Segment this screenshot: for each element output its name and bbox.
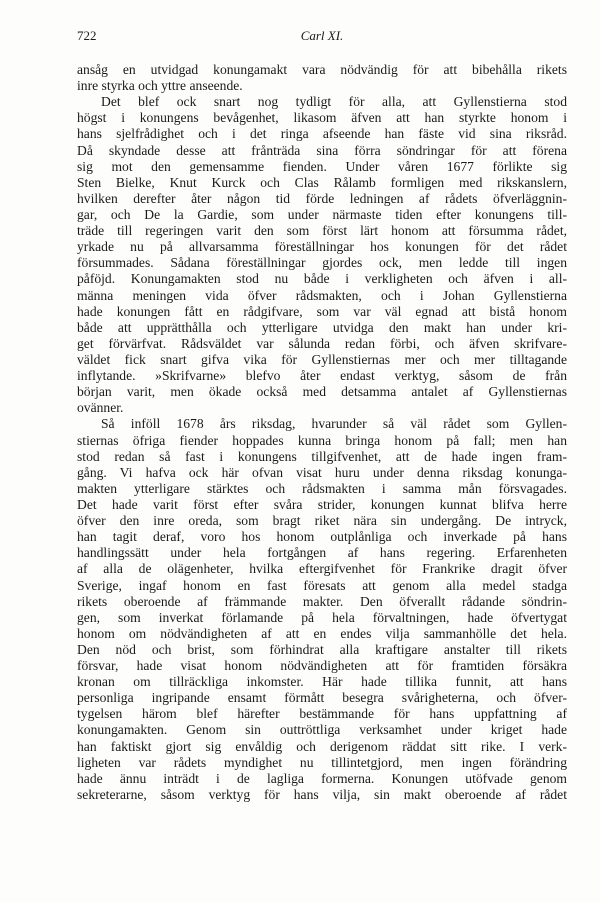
text-line: inflytande. »Skrifvarne» blefvo åter endast verktyg, såsom de från xyxy=(77,368,567,384)
text-line: han tagit deraf, voro hos honom outplånliga och inverkade på hans xyxy=(77,529,567,545)
text-line: inre styrka och yttre anseende. xyxy=(77,78,243,94)
text-line: hvilken derefter åter någon tid förde ledningen af rådets öfverläggnin- xyxy=(77,190,567,206)
text-line: af alla de olägenheter, hvilka eftergifvenhet för Frankrike dragit öfver xyxy=(77,561,567,577)
text-line: både att upprätthålla och ytterligare utvidga den makt han under kri- xyxy=(77,319,567,335)
text-line: Den nöd och brist, som förhindrat alla kraftigare anstalter till rikets xyxy=(77,641,567,657)
text-line: Sverige, ingaf honom en fast föresats att genom alla medel stadga xyxy=(77,577,567,593)
text-line: sekreterarne, såsom verktyg för hans vilja, sin makt oberoende af rådet xyxy=(77,786,567,802)
text-line: öfver den inre oreda, som bragt riket nära sin undergång. De intryck, xyxy=(77,513,567,529)
text-line: ligheten var rådets myndighet nu tillintetgjord, men ingen förändring xyxy=(77,754,567,770)
text-line: hade konungen fått en rådgifvare, som var väl egnad att bistå honom xyxy=(77,303,567,319)
text-line: get förvärfvat. Rådsväldet var sålunda redan förbi, och äfven skrifvare- xyxy=(77,335,567,351)
text-line: männa meningen vida öfver rådsmakten, och i Johan Gyllenstierna xyxy=(77,287,567,303)
text-line: han faktiskt gjort sig envåldig och derigenom räddat sitt rike. I verk- xyxy=(77,738,567,754)
text-line: handlingssätt under hela fortgången af hans regering. Erfarenheten xyxy=(77,545,567,561)
text-line: Det hade varit först efter svåra strider, konungen kunnat blifva herre xyxy=(77,496,567,512)
text-line: Sten Bielke, Knut Kurck och Clas Rålamb formligen med rikskanslern, xyxy=(77,174,567,190)
text-line: början varit, men ökade också med detsamma antalet af Gyllenstiernas xyxy=(77,384,567,400)
text-line: högst i konungens bevågenhet, likasom äfven att han styrkte honom i xyxy=(77,110,567,126)
text-line: Så inföll 1678 års riksdag, hvarunder så väl rådet som Gyllen- xyxy=(101,416,567,432)
text-line: gen, som inverkat förlamande på hela förvaltningen, hade öfvertygat xyxy=(77,609,567,625)
text-line: hade ännu inträdt i de lagliga formerna. Konungen utöfvade genom xyxy=(77,770,567,786)
body-text xyxy=(77,62,567,803)
text-line: ansåg en utvidgad konungamakt vara nödvändig för att bibehålla rikets xyxy=(77,62,567,77)
text-line: Det blef ock snart nog tydligt för alla, att Gyllenstierna stod xyxy=(101,94,567,110)
text-line: makten ytterligare stärktes och rådsmakten i samma mån försvagades. xyxy=(77,480,567,496)
text-line: sig mot den gemensamme fienden. Under våren 1677 förlikte sig xyxy=(77,158,567,174)
text-line: försummades. Sådana föreställningar gjordes ock, men ledde till ingen xyxy=(77,255,567,271)
paragraph xyxy=(77,416,567,803)
text-line: stiernas öfriga fiender hoppades kunna bringa honom på fall; men han xyxy=(77,432,567,448)
text-line: honom om nödvändigheten af att en endes vilja sammanhölle det hela. xyxy=(77,625,567,641)
text-line: Då skyndade desse att frånträda sina förra söndringar för att förena xyxy=(77,142,567,158)
page-number: 722 xyxy=(77,28,97,43)
text-line: ovänner. xyxy=(77,400,124,416)
text-line: yrkade nu på allvarsamma föreställningar hos konungen för det rådet xyxy=(77,239,567,255)
text-line: träde till regeringen varit den som först lärt honom att försumma rådet, xyxy=(77,223,567,239)
text-line: gar, och De la Gardie, som under närmaste tiden efter konungens till- xyxy=(77,206,567,222)
text-line: hans sjelfrådighet och i det ringa afseende han fäste vid sina riksråd. xyxy=(77,126,567,142)
text-line: kronan om tillräckliga inkomster. Här hade tillika funnit, att hans xyxy=(77,674,567,690)
text-line: tygelsen härom blef härefter bestämmande för hans uppfattning af xyxy=(77,706,567,722)
text-line: påföjd. Konungamakten stod nu både i verkligheten och äfven i all- xyxy=(77,271,567,287)
text-line: stod redan så fast i konungens tillgifvenhet, att de hade ingen fram- xyxy=(77,448,567,464)
running-title: Carl XI. xyxy=(300,28,344,43)
text-line: rikets oberoende af främmande makter. Den öfverallt rådande söndrin- xyxy=(77,593,567,609)
text-line: personliga ingripande ensamt förmått besegra svårigheterna, och öfver- xyxy=(77,690,567,706)
text-line: väldet fick snart gifva vika för Gyllenstiernas mer och mer tilltagande xyxy=(77,351,567,367)
text-line: försvar, hade visat honom nödvändigheten att för framtiden försäkra xyxy=(77,658,567,674)
paragraph xyxy=(77,62,567,94)
page-header xyxy=(77,28,567,48)
paragraph xyxy=(77,94,567,416)
text-line: konungamakten. Genom sin outtröttliga verksamhet under kriget hade xyxy=(77,722,567,738)
text-line: gång. Vi hafva ock här ofvan visat huru under denna riksdag konunga- xyxy=(77,464,567,480)
